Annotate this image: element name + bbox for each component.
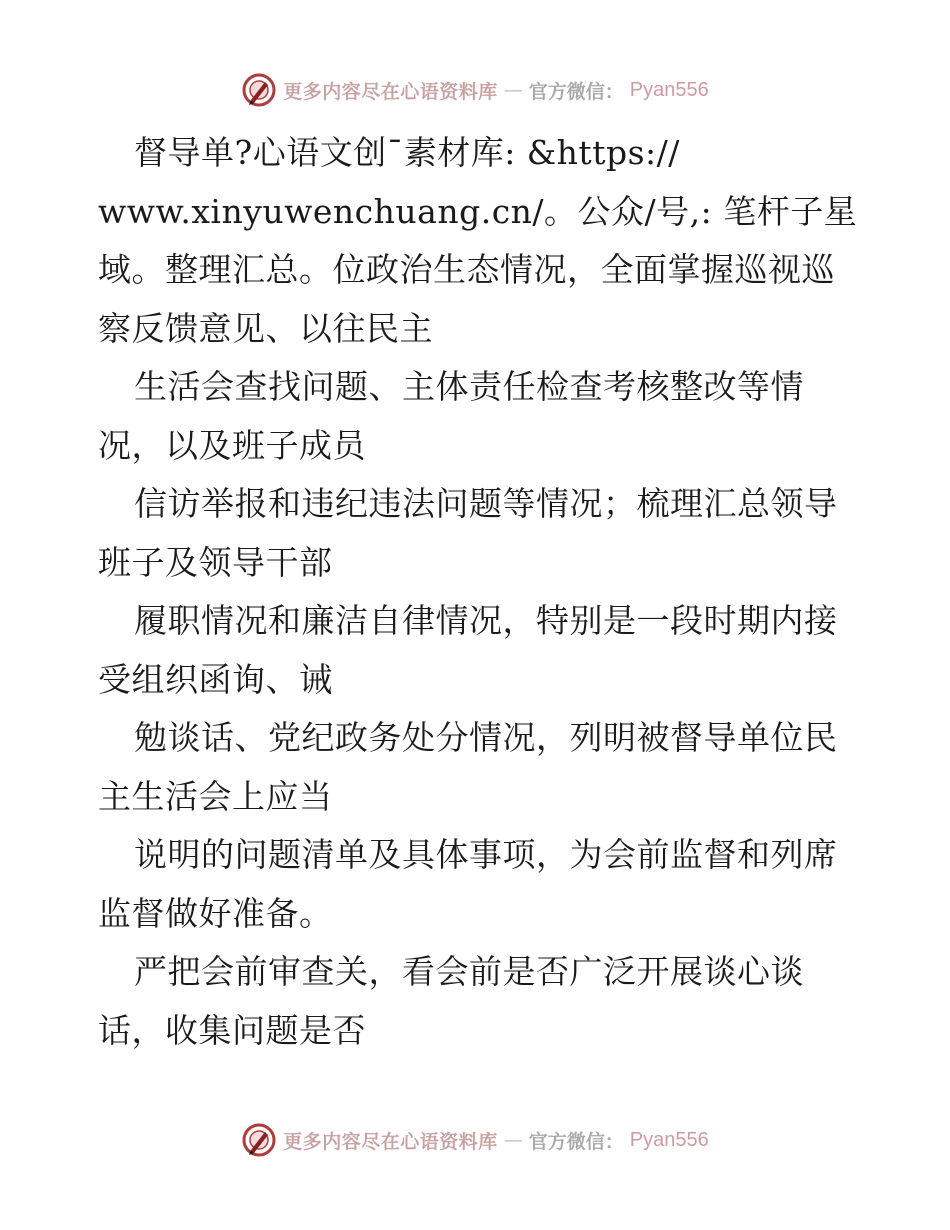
body-line: 班子及领导干部 xyxy=(98,542,333,582)
body-line: 信访举报和违纪违法问题等情况；梳理汇总领导 xyxy=(134,484,838,523)
body-line: 监督做好准备。 xyxy=(98,893,333,933)
header-wechat-label: 官方微信： xyxy=(528,80,624,103)
pen-logo-icon xyxy=(241,72,277,108)
body-line: 严把会前审查关，看会前是否广泛开展谈心谈 xyxy=(134,952,804,991)
body-line: 受组织函询、诫 xyxy=(98,659,333,699)
header-banner xyxy=(0,72,950,108)
body-line: 督导单?心语文创¯素材库: &https:// xyxy=(134,133,680,172)
header-wechat-id: Pyan556 xyxy=(629,78,709,101)
document-body xyxy=(98,124,858,1060)
body-line: www.xinyuwenchuang.cn/。公众/号,: 笔杆子星 xyxy=(98,191,858,231)
body-line: 说明的问题清单及具体事项，为会前监督和列席 xyxy=(134,835,838,874)
body-line: 话，收集问题是否 xyxy=(98,1010,366,1050)
footer-banner xyxy=(0,1122,950,1158)
body-line: 履职情况和廉洁自律情况，特别是一段时期内接 xyxy=(134,601,838,640)
body-line: 况，以及班子成员 xyxy=(98,425,366,465)
body-line: 勉谈话、党纪政务处分情况，列明被督导单位民 xyxy=(134,718,838,757)
body-line: 察反馈意见、以往民主 xyxy=(98,308,433,348)
body-line: 生活会查找问题、主体责任检查考核整改等情 xyxy=(134,367,804,406)
header-slogan: 更多内容尽在心语资料库 xyxy=(283,80,498,103)
pen-logo-icon xyxy=(241,1122,277,1158)
body-line: 主生活会上应当 xyxy=(98,776,333,816)
header-dash: — xyxy=(503,79,523,101)
footer-dash: — xyxy=(503,1129,523,1151)
footer-wechat-id: Pyan556 xyxy=(629,1128,709,1151)
footer-wechat-label: 官方微信： xyxy=(528,1130,624,1153)
body-line: 域。整理汇总。位政治生态情况，全面掌握巡视巡 xyxy=(98,250,835,289)
footer-slogan: 更多内容尽在心语资料库 xyxy=(283,1130,498,1153)
